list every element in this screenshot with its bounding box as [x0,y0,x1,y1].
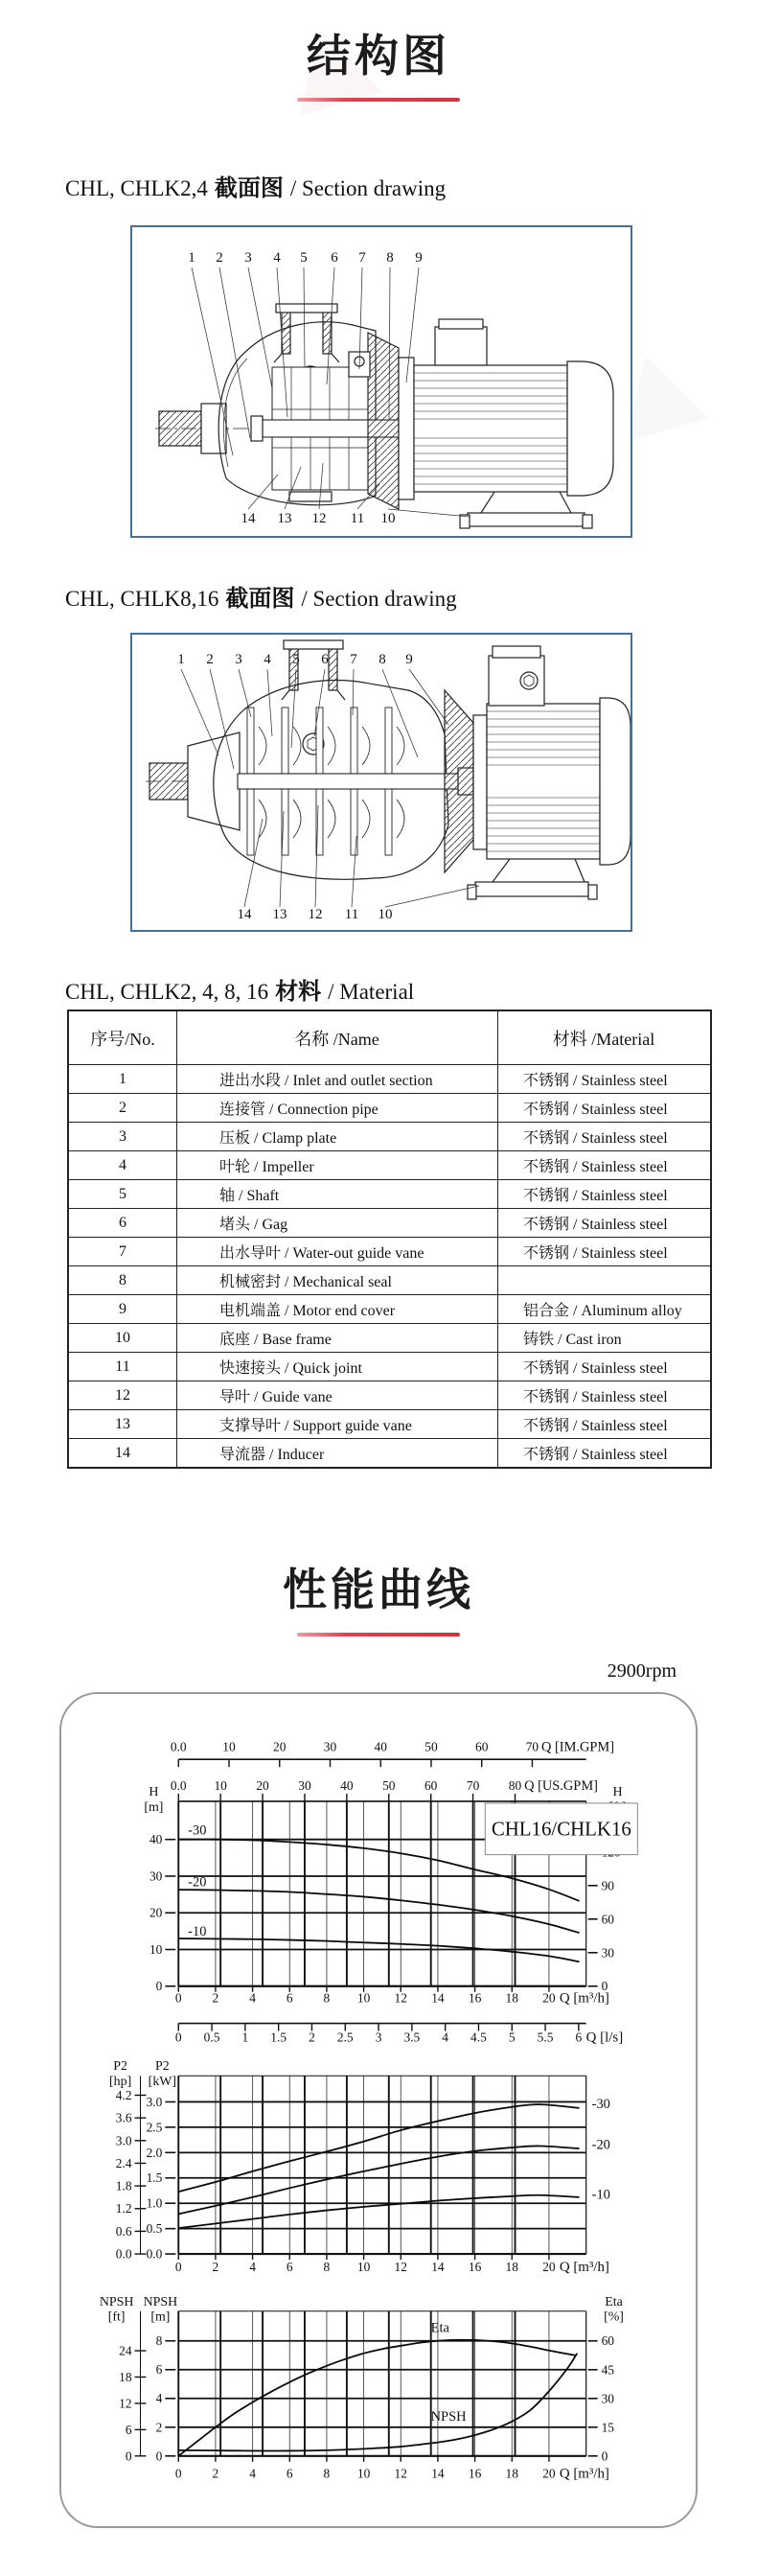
chart-text: 20 [542,1990,556,2006]
chart-text: 6 [286,2466,293,2481]
callout-number: 5 [292,652,300,667]
heading-en: / Section drawing [301,587,457,611]
material-cell-no: 1 [68,1065,177,1094]
chart-text: 0 [174,2259,182,2274]
chart-text: 16 [468,2466,482,2481]
material-cell-name: 底座 / Base frame [177,1324,498,1353]
callout-number: 4 [273,250,281,266]
chart-text: 1.8 [115,2178,132,2193]
inlet-pipe [149,763,188,800]
callout-number: 9 [405,652,413,667]
chart-text: -30 [188,1822,207,1839]
chart-text: 2 [212,1990,219,2006]
heading-en: / Section drawing [289,176,447,200]
chart-text: 18 [505,2259,518,2274]
structure-title: 结构图 [307,31,450,81]
section-drawing-chl24 [130,225,632,538]
discharge-wall [329,648,337,690]
chart-text: 5.5 [537,2030,554,2045]
power-curves [109,2059,610,2275]
material-cell-no: 13 [68,1410,177,1439]
callout-number: 1 [188,250,195,266]
material-cell-name: 出水导叶 / Water-out guide vane [177,1238,498,1266]
material-row [68,1180,711,1209]
callout-number: 12 [311,511,327,526]
chart-text: -10 [591,2187,610,2203]
callout-number: 6 [321,652,329,667]
material-row [68,1295,711,1324]
chart-text: 70 [525,1739,539,1754]
chart-text: 10 [222,1739,236,1754]
material-cell-material: 不锈钢 / Stainless steel [498,1353,712,1381]
chart-text: 60 [424,1778,438,1794]
material-cell-no: 14 [68,1439,177,1469]
chart-text: H [149,1784,159,1799]
chart-text: 6 [155,2362,163,2378]
material-table-body [68,1065,711,1469]
material-row [68,1209,711,1238]
chart-text: NPSH [430,2409,467,2425]
chart-text: 20 [256,1778,269,1794]
pump-section-svg-2 [132,635,631,930]
chart-text: 0 [174,2466,182,2481]
callout-number: 14 [241,511,256,526]
chart-text: 30 [323,1739,337,1754]
callout-number: 14 [237,907,252,922]
chart-text: 2.4 [115,2155,132,2170]
chart-text: Q [m³/h] [559,1990,609,2007]
chart-text: 20 [542,2466,556,2481]
chart-text: 18 [119,2369,132,2384]
material-cell-material: 不锈钢 / Stainless steel [498,1123,712,1151]
performance-panel [59,1692,698,2528]
material-row [68,1439,711,1469]
discharge-cap [284,640,343,649]
chart-text: 50 [424,1739,438,1754]
title-divider [297,1633,460,1636]
material-cell-no: 12 [68,1381,177,1410]
callout-number: 11 [350,511,365,526]
callout-number: 2 [206,652,214,667]
chart-text: [%] [604,2309,624,2325]
material-cell-no: 6 [68,1209,177,1238]
chart-text: 60 [475,1739,489,1754]
terminal-box [435,327,487,365]
chart-text: 4 [249,2259,256,2274]
chart-text: 0.0 [146,2246,163,2262]
callout-number: 13 [277,511,292,526]
chart-text: [m] [150,2309,171,2325]
material-cell-no: 3 [68,1123,177,1151]
material-cell-no: 2 [68,1094,177,1123]
chart-text: 6 [125,2422,132,2437]
chart-text: 16 [468,1990,482,2006]
chart-text: Q [m³/h] [559,2259,609,2275]
chart-text: NPSH [99,2294,134,2309]
callout-number: 5 [300,250,308,266]
material-cell-no: 4 [68,1151,177,1180]
chart-text: H [612,1784,623,1799]
terminal-box-cap [493,646,540,658]
chart-text: Q [m³/h] [559,2466,609,2482]
material-cell-name: 叶轮 / Impeller [177,1151,498,1180]
material-cell-name: 机械密封 / Mechanical seal [177,1266,498,1295]
material-cell-name: 导流器 / Inducer [177,1439,498,1469]
chart-text: 30 [298,1778,311,1794]
chart-text: 30 [601,2391,615,2406]
callout-number: 1 [177,652,185,667]
chart-text: 0 [125,2448,132,2464]
material-cell-no: 11 [68,1353,177,1381]
material-cell-name: 电机端盖 / Motor end cover [177,1295,498,1324]
chart-text: 0 [155,1979,163,1994]
motor-flange [399,358,414,499]
callout-number: 2 [216,250,223,266]
chart-text: 6 [286,2259,293,2274]
chart-text: 10 [214,1778,227,1794]
base-frame [475,882,588,896]
section-drawing-chl816 [130,633,632,932]
callout-number: 3 [235,652,242,667]
column-header-name: 名称 /Name [177,1010,498,1065]
chart-text: 1.5 [146,2170,163,2186]
material-cell-material: 不锈钢 / Stainless steel [498,1209,712,1238]
chart-text: P2 [155,2059,170,2075]
chart-text: 2.0 [146,2145,163,2160]
heading-model: CHL, CHLK2, 4, 8, 16 [65,980,269,1004]
callout-number: 6 [331,250,338,266]
material-cell-material: 不锈钢 / Stainless steel [498,1410,712,1439]
chart-text: 0.0 [115,2246,132,2262]
chart-text: 8 [323,2466,331,2481]
chart-text: NPSH [143,2294,178,2309]
material-cell-name: 支撑导叶 / Support guide vane [177,1410,498,1439]
inlet-flange [201,404,226,453]
inlet-pipe [159,411,201,446]
callout-number: 7 [350,652,357,667]
column-header-material: 材料 /Material [498,1010,712,1065]
chart-text: 20 [149,1905,163,1920]
material-cell-name: 导叶 / Guide vane [177,1381,498,1410]
chart-text: 14 [431,2466,445,2481]
terminal-box [489,656,544,706]
shaft [238,774,458,789]
chart-text: 10 [149,1941,163,1957]
chart-text: Eta [605,2294,623,2309]
chart-text: -10 [188,1924,207,1940]
material-cell-no: 7 [68,1238,177,1266]
callout-number: 8 [386,250,394,266]
chart-text: 10 [356,2466,371,2481]
curve-NPSH [178,2354,577,2450]
chart-text: 0.6 [115,2223,132,2239]
chart-text: 2 [309,2030,315,2045]
chart-text: 8 [323,1990,331,2006]
chart-text: 4.2 [115,2087,132,2102]
callout-number: 10 [380,511,396,526]
discharge-cap [276,304,337,313]
chart-text: 50 [382,1778,396,1794]
chart-text: 2 [155,2420,163,2435]
chart-text: 3.0 [115,2133,132,2148]
chart-text: 30 [149,1868,163,1884]
chart-text: 4.5 [470,2030,487,2045]
callout-number: 4 [264,652,271,667]
chart-text: 2.5 [146,2120,163,2135]
chart-text: 0.0 [170,1778,187,1794]
casing-inner-line [223,359,247,467]
chart-text: 24 [119,2343,132,2358]
material-cell-material: 不锈钢 / Stainless steel [498,1151,712,1180]
chart-text: 40 [340,1778,354,1794]
chart-text: 80 [508,1778,522,1794]
chart-text: 4 [155,2391,163,2406]
chart-text: 14 [431,1990,445,2006]
chart-text: 1.5 [270,2030,287,2045]
chart-text: 3.5 [403,2030,421,2045]
chart-text: -20 [591,2137,610,2153]
material-cell-name: 压板 / Clamp plate [177,1123,498,1151]
material-cell-material: 铸铁 / Cast iron [498,1324,712,1353]
callout-number: 8 [378,652,386,667]
chart-text: 0.0 [170,1739,187,1754]
diffuser-bracket [368,333,399,509]
chart-text: 60 [601,1912,615,1927]
chart-text: 12 [394,2259,407,2274]
chart-text: 10 [356,1990,371,2006]
material-cell-name: 进出水段 / Inlet and outlet section [177,1065,498,1094]
column-header-no: 序号/No. [68,1010,177,1065]
chart-text: 1.2 [115,2201,132,2216]
heading-cn: 截面图 [225,586,295,612]
pump-foot [289,492,332,501]
shaft-nut [251,416,263,441]
motor-flange [473,715,487,849]
callout-number: 3 [244,250,252,266]
material-cell-material: 不锈钢 / Stainless steel [498,1180,712,1209]
material-cell-no: 10 [68,1324,177,1353]
chart-text: 0 [155,2448,163,2464]
heading-cn: 材料 [275,979,322,1005]
chart-text: 20 [542,2259,556,2274]
material-cell-name: 快速接头 / Quick joint [177,1353,498,1381]
chart-text: Q [l/s] [585,2030,624,2046]
callout-number: 12 [308,907,323,922]
heading-model: CHL, CHLK8,16 [65,587,219,611]
terminal-box-cap [439,319,483,329]
chart-text: 12 [119,2396,132,2411]
chart-text: 18 [505,2466,518,2481]
chart-text: -30 [591,2097,610,2113]
npsh-eta-curves [100,2295,624,2482]
material-cell-material: 不锈钢 / Stainless steel [498,1094,712,1123]
material-cell-material [498,1266,712,1295]
diffuser-cone [445,690,473,872]
chart-text: Q [IM.GPM] [540,1739,615,1755]
section-heading-chl24 [65,169,446,202]
chart-text: -20 [188,1874,207,1891]
head-curves [144,1739,637,2045]
chart-text: Q [US.GPM] [524,1778,598,1795]
chart-text: 4 [442,2030,449,2045]
heading-model: CHL, CHLK2,4 [65,176,208,200]
chart-text: [hp] [109,2075,132,2090]
material-row [68,1381,711,1410]
chart-text: 6 [286,1990,293,2006]
curve-20 [178,1890,579,1933]
chart-text: Eta [430,2320,449,2336]
chart-text: 1.0 [146,2195,163,2211]
chart-text: 3.6 [115,2110,132,2125]
material-row [68,1238,711,1266]
chart-text: 18 [505,1990,518,2006]
rpm-label: 2900rpm [607,1660,677,1682]
chart-text: 8 [155,2333,163,2349]
chart-text: 90 [601,1878,615,1893]
callout-number: 10 [378,907,393,922]
material-row [68,1065,711,1094]
chart-text: P2 [113,2059,127,2075]
material-cell-name: 连接管 / Connection pipe [177,1094,498,1123]
chart-text: 45 [601,2362,615,2378]
motor-body [414,365,567,492]
heading-cn: 截面图 [214,175,284,201]
material-cell-no: 5 [68,1180,177,1209]
chart-text: 0 [601,2448,608,2464]
discharge-wall [282,312,290,354]
chart-text: 8 [323,2259,331,2274]
chart-text: CHL16/CHLK16 [491,1817,631,1841]
callout-number: 7 [358,250,366,266]
title-divider [297,98,460,102]
callout-number: 11 [344,907,359,922]
material-row [68,1410,711,1439]
chart-text: [kW] [148,2075,177,2090]
material-row [68,1151,711,1180]
chart-text: 3 [375,2030,382,2045]
chart-text: 5 [508,2030,516,2045]
performance-title: 性能曲线 [283,1565,474,1614]
chart-text: 20 [273,1739,287,1754]
chart-text: [ft] [107,2309,126,2325]
chart-text: 4 [249,1990,256,2006]
chart-text: 12 [394,2466,407,2481]
chart-text: 70 [466,1778,480,1794]
base-frame [468,513,585,526]
material-cell-material: 不锈钢 / Stainless steel [498,1439,712,1469]
material-heading [65,972,414,1006]
material-cell-material: 不锈钢 / Stainless steel [498,1065,712,1094]
chart-text: 1 [241,2030,249,2045]
section-heading-chl816 [65,579,457,613]
material-cell-material: 不锈钢 / Stainless steel [498,1381,712,1410]
chart-text: 15 [601,2420,615,2435]
chart-text: 14 [431,2259,445,2274]
pump-section-svg-1 [132,227,631,536]
material-row [68,1094,711,1123]
chart-text: 12 [394,1990,407,2006]
material-cell-material: 铝合金 / Aluminum alloy [498,1295,712,1324]
chart-text: 0 [174,2030,182,2045]
material-cell-name: 堵头 / Gag [177,1209,498,1238]
heading-en: / Material [328,980,415,1004]
chart-text: 0 [174,1990,182,2006]
chart-text: 40 [374,1739,387,1754]
chart-text: 10 [356,2259,371,2274]
chart-text: 3.0 [146,2094,163,2109]
motor-end [567,361,613,496]
chart-text: 6 [575,2030,583,2045]
material-row [68,1353,711,1381]
chart-text: 60 [601,2333,615,2349]
performance-charts-svg [61,1694,696,2526]
material-cell-no: 8 [68,1266,177,1295]
material-cell-material: 不锈钢 / Stainless steel [498,1238,712,1266]
callout-number: 9 [415,250,423,266]
motor-end [600,698,631,865]
chart-text: 16 [468,2259,482,2274]
chart-text: [m] [144,1799,164,1815]
callout-number: 13 [272,907,287,922]
material-row [68,1324,711,1353]
material-table [67,1010,712,1469]
chart-text: 2.5 [336,2030,354,2045]
chart-text: 4 [249,2466,256,2481]
material-row [68,1266,711,1295]
chart-text: 2 [212,2466,219,2481]
chart-text: 40 [149,1832,163,1847]
material-cell-no: 9 [68,1295,177,1324]
material-cell-name: 轴 / Shaft [177,1180,498,1209]
chart-text: 0.5 [146,2221,163,2237]
chart-text: 0 [601,1979,608,1994]
material-row [68,1123,711,1151]
chart-text: 0.5 [203,2030,220,2045]
material-header-row [68,1010,711,1065]
chart-text: 2 [212,2259,219,2274]
chart-text: 30 [601,1945,615,1961]
